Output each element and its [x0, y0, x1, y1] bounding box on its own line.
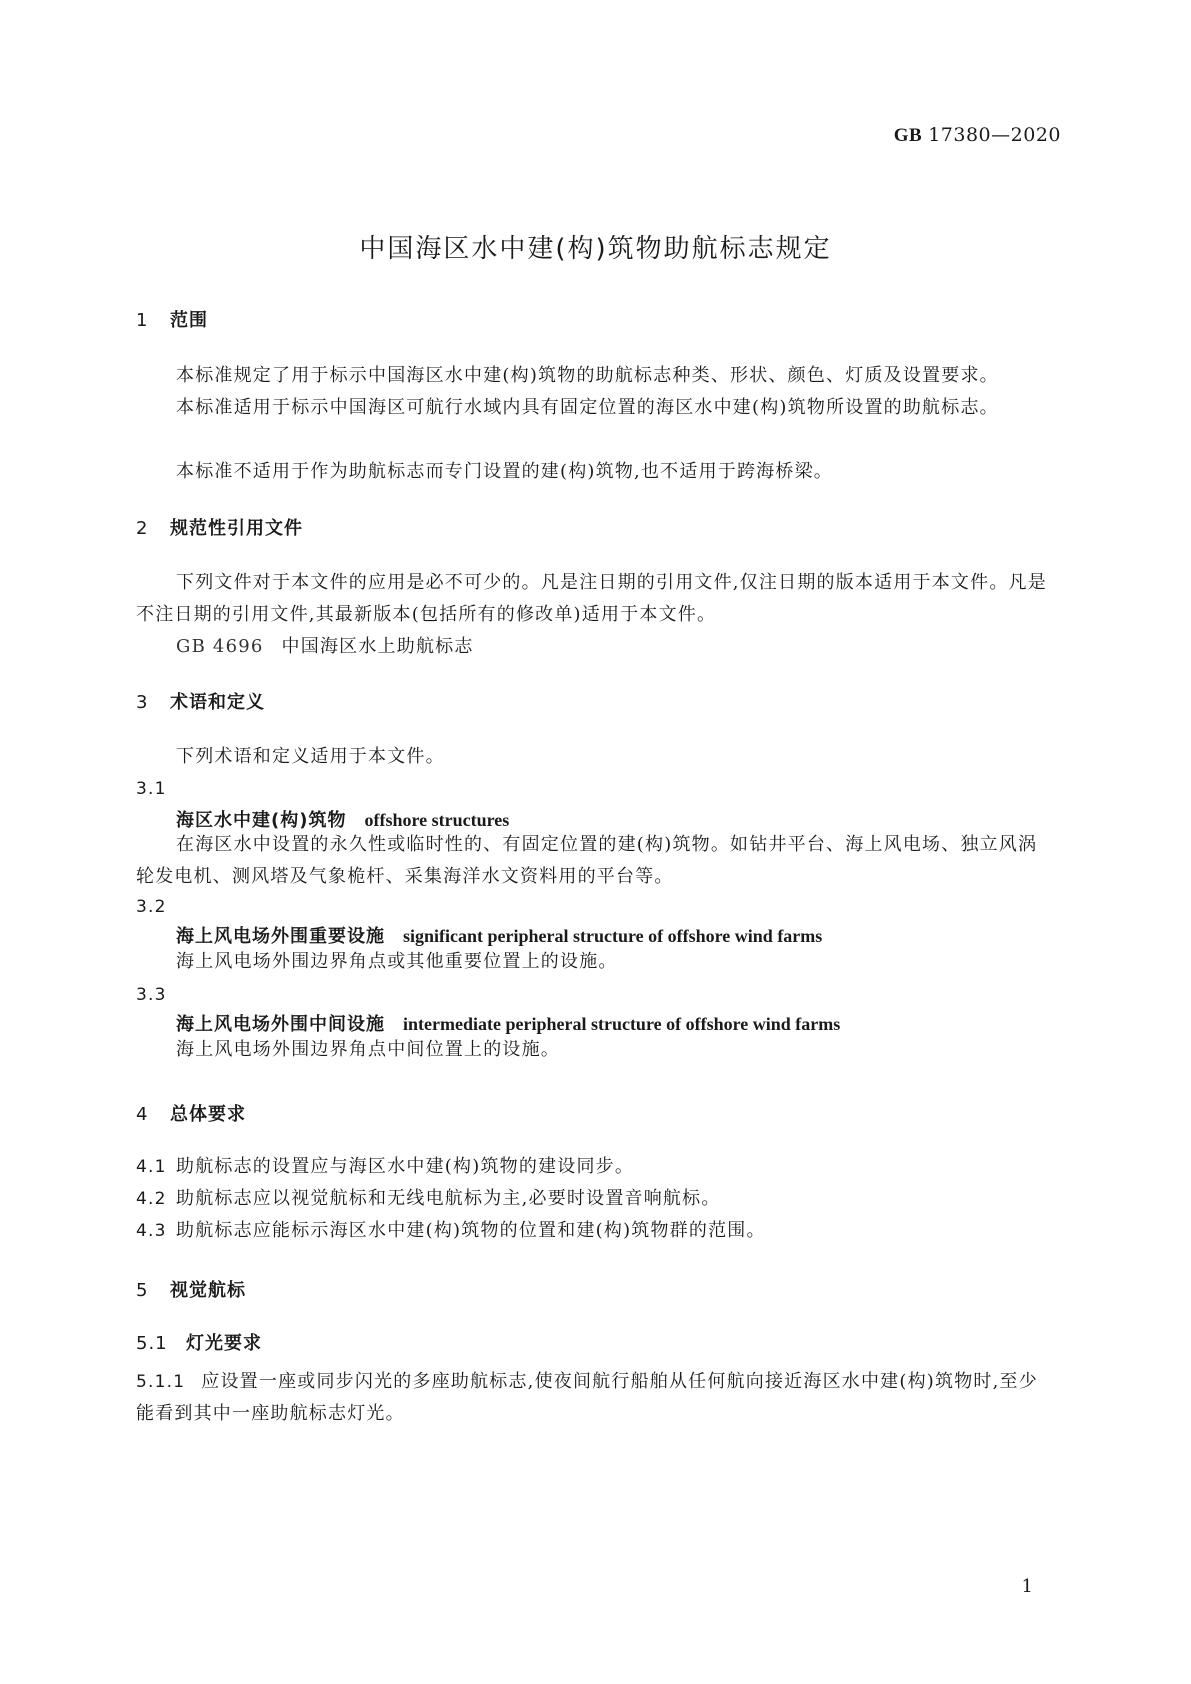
- term-heading: [176, 922, 822, 948]
- std-number: 17380—2020: [928, 124, 1061, 146]
- term-zh: 海上风电场外围重要设施: [176, 926, 385, 947]
- reference-code: GB 4696: [176, 636, 264, 657]
- term-number: 3.3: [136, 985, 167, 1005]
- section-number: 1: [136, 310, 149, 331]
- std-prefix: GB: [893, 125, 923, 146]
- clause-item: [136, 1151, 634, 1183]
- section-number: 5: [136, 1280, 149, 1301]
- term-definition: 海上风电场外围边界角点或其他重要位置上的设施。: [176, 951, 618, 972]
- section-4-heading: [136, 1100, 246, 1126]
- section-title: 视觉航标: [170, 1280, 246, 1301]
- clause-text: 助航标志的设置应与海区水中建(构)筑物的建设同步。: [176, 1156, 635, 1177]
- section-1-heading: [136, 306, 208, 332]
- term-zh: 海区水中建(构)筑物: [176, 810, 347, 831]
- section-2-heading: [136, 514, 303, 540]
- clause-item: [136, 1215, 766, 1247]
- section-2-para-1: 下列文件对于本文件的应用是必不可少的。凡是注日期的引用文件,仅注日期的版本适用于本文件。凡是不注日期的引用文件,其最新版本(包括所有的修改单)适用于本文件。: [136, 572, 1047, 625]
- subsection-heading: [136, 1329, 262, 1355]
- section-1-para-2: 本标准适用于标示中国海区可航行水域内具有固定位置的海区水中建(构)筑物所设置的助航标志。: [176, 397, 999, 418]
- section-3-intro: 下列术语和定义适用于本文件。: [176, 746, 445, 767]
- subsection-number: 5.1: [136, 1333, 168, 1354]
- clause-text: 助航标志应能标示海区水中建(构)筑物的位置和建(构)筑物群的范围。: [176, 1220, 766, 1241]
- section-1-para-3: 本标准不适用于作为助航标志而专门设置的建(构)筑物,也不适用于跨海桥梁。: [176, 461, 833, 482]
- clause-number: 4.2: [136, 1189, 167, 1209]
- term-number: 3.1: [136, 779, 167, 799]
- clause-text: 应设置一座或同步闪光的多座助航标志,使夜间航行船舶从任何航向接近海区水中建(构)筑物时,至少能看到其中一座助航标志灯光。: [136, 1371, 1038, 1424]
- clause-number: 5.1.1: [136, 1372, 186, 1392]
- section-number: 3: [136, 692, 149, 713]
- page-number: 1: [1021, 1576, 1033, 1597]
- clause-5-1-1: [136, 1366, 1056, 1430]
- section-title: 总体要求: [170, 1104, 246, 1125]
- term-en: intermediate peripheral structure of offshore wind farms: [403, 1014, 841, 1034]
- section-3-heading: [136, 688, 265, 714]
- section-title: 范围: [170, 310, 208, 331]
- reference-title: 中国海区水上助航标志: [281, 636, 474, 657]
- normative-reference: [176, 631, 474, 663]
- subsection-title: 灯光要求: [186, 1333, 262, 1354]
- term-en: significant peripheral structure of offshore wind farms: [403, 926, 823, 946]
- section-title: 术语和定义: [170, 692, 265, 713]
- clause-text: 助航标志应以视觉航标和无线电航标为主,必要时设置音响航标。: [176, 1188, 721, 1209]
- page-title: 中国海区水中建(构)筑物助航标志规定: [359, 234, 832, 264]
- section-number: 2: [136, 518, 149, 539]
- clause-number: 4.3: [136, 1221, 167, 1241]
- term-en: offshore structures: [364, 810, 510, 830]
- term-zh: 海上风电场外围中间设施: [176, 1014, 385, 1035]
- clause-number: 4.1: [136, 1157, 167, 1177]
- term-definition: 海上风电场外围边界角点中间位置上的设施。: [176, 1039, 560, 1060]
- section-title: 规范性引用文件: [170, 518, 303, 539]
- section-5-heading: [136, 1276, 246, 1302]
- section-number: 4: [136, 1104, 149, 1125]
- document-code: [894, 124, 1061, 147]
- term-heading: [176, 1010, 840, 1036]
- term-definition: 在海区水中设置的永久性或临时性的、有固定位置的建(构)筑物。如钻井平台、海上风电场、独立风涡轮发电机、测风塔及气象桅杆、采集海洋水文资料用的平台等。: [136, 834, 1038, 887]
- section-1-para-1: 本标准规定了用于标示中国海区水中建(构)筑物的助航标志种类、形状、颜色、灯质及设置要求。: [176, 365, 999, 386]
- clause-item: [136, 1183, 721, 1215]
- term-number: 3.2: [136, 897, 167, 917]
